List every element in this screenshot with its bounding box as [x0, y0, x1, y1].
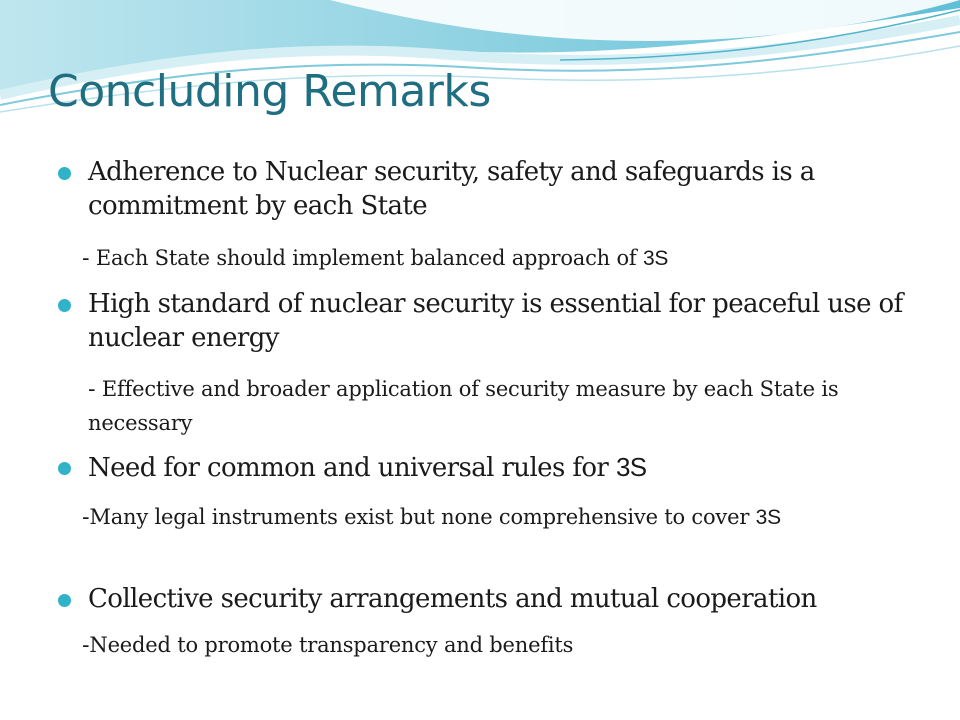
sub-dash: - [82, 505, 90, 529]
sub-text: Effective and broader application of security measure by each State is necessary [88, 377, 839, 435]
sub-dash: - [82, 246, 96, 270]
sub-text: Many legal instruments exist but none comprehensive to cover [89, 505, 756, 529]
bullet-dot-icon [58, 167, 71, 180]
bullet-dot-icon [58, 299, 71, 312]
bullet-text [88, 450, 908, 485]
sub-tail: 3S [642, 247, 669, 270]
sub-point [88, 372, 888, 440]
bullet-dot-icon [58, 462, 71, 475]
sub-dash: - [88, 377, 102, 401]
sub-point [82, 500, 892, 535]
bullet-text-tail: 3S [615, 452, 647, 482]
bullet-dot-icon [58, 594, 71, 607]
slide-title: Concluding Remarks [48, 66, 491, 117]
bullet-text: High standard of nuclear security is essential for peaceful use of nuclear energy [88, 289, 903, 353]
sub-dash: - [82, 633, 90, 657]
bullet-text: Collective security arrangements and mutual cooperation [88, 584, 817, 614]
sub-point [82, 628, 902, 662]
bullet-text-main: Need for common and universal rules for [88, 453, 616, 483]
sub-text: Needed to promote transparency and benefits [89, 633, 574, 657]
bullet-text: Adherence to Nuclear security, safety and safeguards is a commitment by each State [88, 157, 815, 221]
sub-text: Each State should implement balanced approach of [95, 246, 643, 270]
sub-tail: 3S [755, 506, 781, 529]
sub-point [82, 241, 902, 276]
